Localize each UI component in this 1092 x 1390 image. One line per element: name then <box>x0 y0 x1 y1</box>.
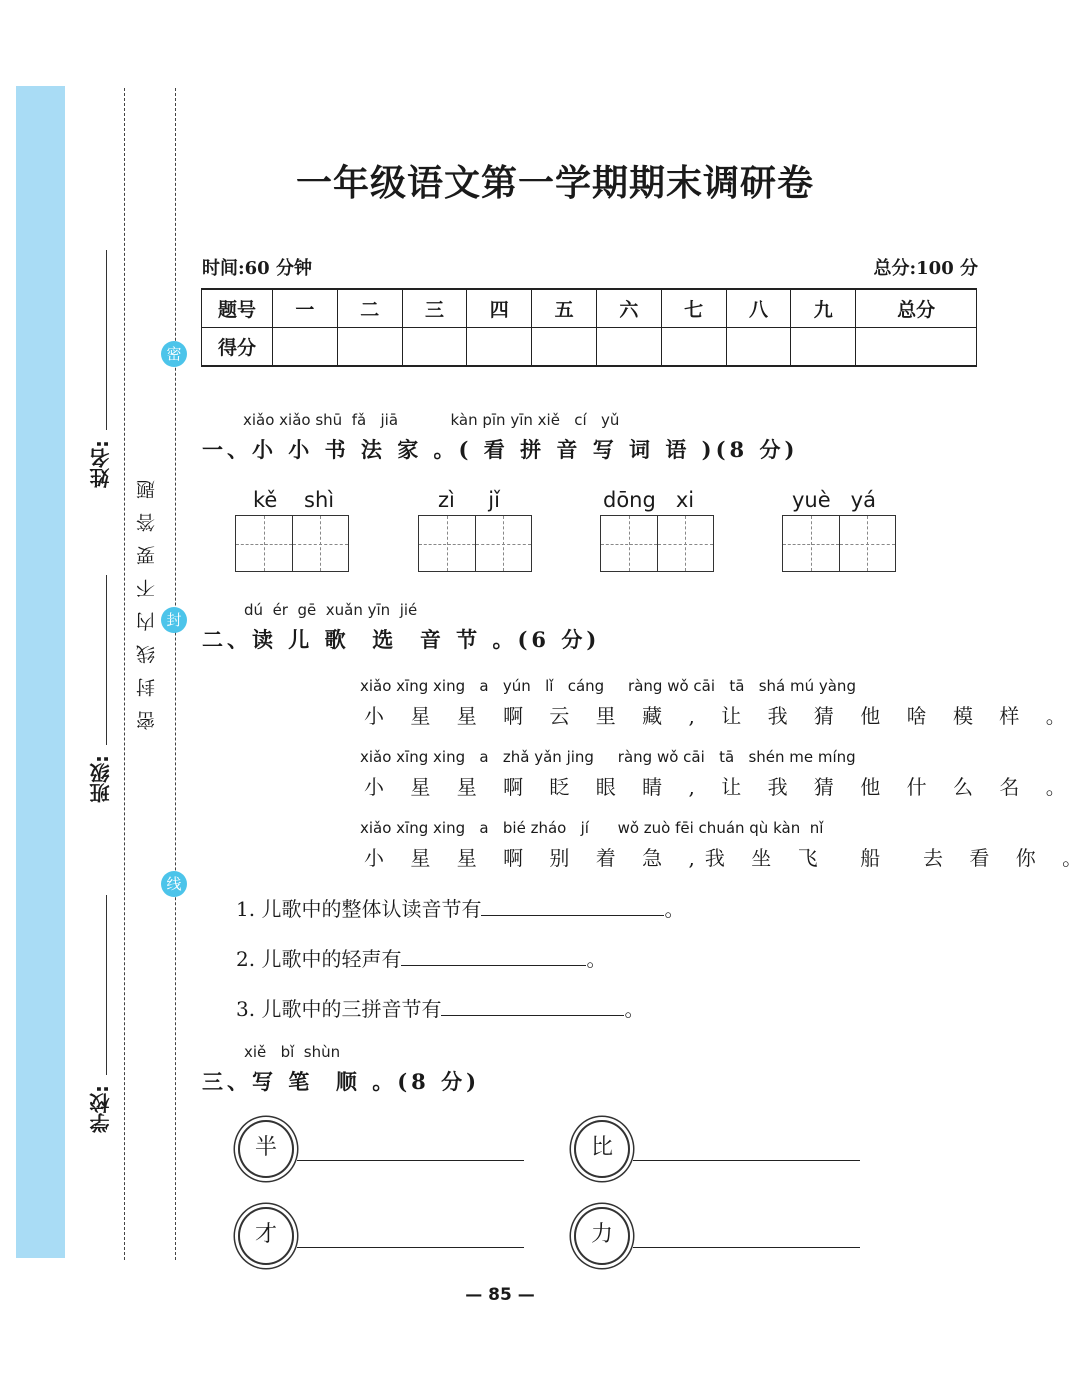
score-cell[interactable] <box>337 328 402 367</box>
school-write-line <box>106 895 107 1075</box>
score-header-cell: 三 <box>402 289 467 328</box>
stroke-char-badge: 半 <box>238 1120 294 1178</box>
stroke-answer-line[interactable] <box>633 1247 860 1248</box>
seal-xian: 线 <box>161 871 187 897</box>
question-text: 1. 儿歌中的整体认读音节有 <box>236 897 482 921</box>
section1-pinyin: xiǎo xiǎo shū fǎ jiā kàn pīn yīn xiě cí yǔ <box>243 411 620 429</box>
score-header-cell: 一 <box>273 289 338 328</box>
stroke-answer-line[interactable] <box>297 1160 524 1161</box>
poem-line-pinyin: xiǎo xīng xing a yún lǐ cáng ràng wǒ cāi tā shá mú yàng <box>360 677 856 695</box>
stroke-answer-line[interactable] <box>297 1247 524 1248</box>
answer-blank[interactable] <box>401 947 586 966</box>
score-cell[interactable] <box>532 328 597 367</box>
answer-blank[interactable] <box>441 997 624 1016</box>
score-cell[interactable] <box>856 328 977 367</box>
grid-cell[interactable] <box>293 516 349 571</box>
section2-heading: 二、读 儿 歌 选 音 节 。(6 分) <box>202 627 601 652</box>
tianzige-grid[interactable] <box>235 515 349 572</box>
question-text: 2. 儿歌中的轻声有 <box>236 947 402 971</box>
score-table-score-row <box>202 328 977 367</box>
answer-blank[interactable] <box>481 897 664 916</box>
margin-color-bar <box>16 86 65 1258</box>
score-cell[interactable] <box>596 328 661 367</box>
tianzige-grid[interactable] <box>418 515 532 572</box>
grid-cell[interactable] <box>840 516 896 571</box>
period: 。 <box>624 997 645 1021</box>
question-1 <box>236 893 684 922</box>
score-cell[interactable] <box>273 328 338 367</box>
word-pinyin: zì jǐ <box>438 488 500 512</box>
tianzige-grid[interactable] <box>782 515 896 572</box>
score-cell[interactable] <box>726 328 791 367</box>
grid-cell[interactable] <box>419 516 476 571</box>
grid-cell[interactable] <box>783 516 840 571</box>
cut-line-left <box>124 88 125 1260</box>
poem-line-pinyin: xiǎo xīng xing a bié zháo jí wǒ zuò fēi chuán qù kàn nǐ <box>360 819 824 837</box>
word-pinyin: yuè yá <box>792 488 876 512</box>
score-header-cell: 题号 <box>202 289 273 328</box>
grid-cell[interactable] <box>658 516 714 571</box>
time-limit: 时间:60 分钟 <box>202 258 312 279</box>
section3-pinyin: xiě bǐ shùn <box>244 1043 341 1061</box>
word-pinyin: kě shì <box>253 488 335 512</box>
poem-line-text: 小 星 星 啊 别 着 急 ,我 坐 飞 船 去 看 你 。 <box>364 846 1092 870</box>
seal-feng: 封 <box>161 607 187 633</box>
stroke-answer-line[interactable] <box>633 1160 860 1161</box>
score-header-cell: 九 <box>791 289 856 328</box>
poem-line-text: 小 星 星 啊 云 里 藏 , 让 我 猜 他 啥 模 样 。 <box>364 704 1076 728</box>
cut-line-right <box>175 88 176 1260</box>
poem-line-text: 小 星 星 啊 眨 眼 睛 , 让 我 猜 他 什 么 名 。 <box>364 775 1076 799</box>
class-write-line <box>106 575 107 745</box>
grid-cell[interactable] <box>476 516 532 571</box>
period: 。 <box>664 897 685 921</box>
question-3 <box>236 993 644 1022</box>
score-table <box>201 288 977 367</box>
word-pinyin: dōng xi <box>603 488 695 512</box>
score-header-cell: 总分 <box>856 289 977 328</box>
score-header-cell: 六 <box>596 289 661 328</box>
score-cell[interactable] <box>661 328 726 367</box>
class-label: 班级: <box>89 755 113 803</box>
score-header-cell: 八 <box>726 289 791 328</box>
stroke-char-badge: 比 <box>574 1120 630 1178</box>
score-table-header-row <box>202 289 977 328</box>
question-2 <box>236 943 606 972</box>
school-label: 学校: <box>89 1085 113 1133</box>
score-header-cell: 七 <box>661 289 726 328</box>
poem-line-pinyin: xiǎo xīng xing a zhǎ yǎn jing ràng wǒ cāi tā shén me míng <box>360 748 856 766</box>
no-answer-warning: 密封线内不要答题 <box>136 466 158 730</box>
section1-heading: 一、小 小 书 法 家 。( 看 拼 音 写 词 语 )(8 分) <box>202 437 799 462</box>
section2-pinyin: dú ér gē xuǎn yīn jié <box>244 601 418 619</box>
score-cell[interactable] <box>791 328 856 367</box>
name-write-line <box>106 250 107 430</box>
tianzige-grid[interactable] <box>600 515 714 572</box>
stroke-char-badge: 力 <box>574 1207 630 1265</box>
score-header-cell: 四 <box>467 289 532 328</box>
total-score: 总分:100 分 <box>873 258 978 279</box>
section3-heading: 三、写 笔 顺 。(8 分) <box>202 1069 481 1094</box>
seal-mi: 密 <box>161 341 187 367</box>
page-number: — 85 — <box>465 1285 535 1305</box>
page-title: 一年级语文第一学期期末调研卷 <box>295 162 814 204</box>
period: 。 <box>586 947 607 971</box>
question-text: 3. 儿歌中的三拼音节有 <box>236 997 442 1021</box>
grid-cell[interactable] <box>601 516 658 571</box>
score-header-cell: 五 <box>532 289 597 328</box>
score-cell[interactable] <box>402 328 467 367</box>
score-header-cell: 二 <box>337 289 402 328</box>
grid-cell[interactable] <box>236 516 293 571</box>
stroke-char-badge: 才 <box>238 1207 294 1265</box>
score-cell[interactable] <box>467 328 532 367</box>
name-label: 姓名: <box>89 440 113 488</box>
score-row-label: 得分 <box>202 328 273 367</box>
